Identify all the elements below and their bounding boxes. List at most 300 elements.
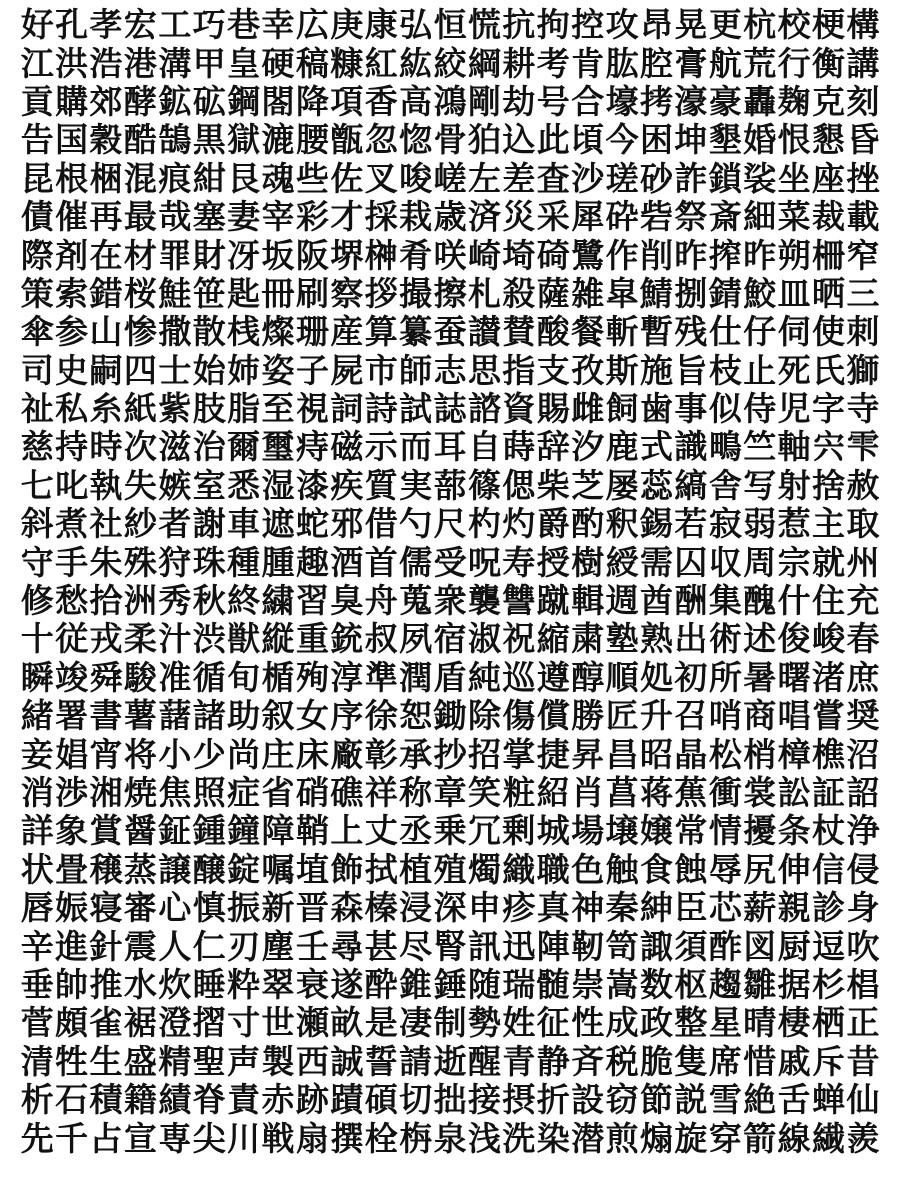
kanji-glyph: 衝 (708, 773, 742, 812)
kanji-glyph: 刻 (846, 81, 880, 121)
kanji-glyph: 春 (846, 619, 880, 659)
kanji-glyph: 壬 (295, 926, 329, 966)
kanji-glyph: 叱 (55, 465, 89, 505)
kanji-glyph: 就 (812, 542, 846, 582)
kanji-glyph: 支 (536, 350, 570, 390)
kanji-glyph: 錆 (708, 273, 742, 313)
kanji-glyph: 須 (674, 926, 708, 966)
kanji-glyph: 炊 (158, 964, 192, 1004)
kanji-glyph: 次 (123, 427, 157, 467)
kanji-glyph: 樵 (812, 734, 846, 774)
kanji-glyph: 殖 (433, 849, 467, 889)
kanji-glyph: 助 (227, 696, 261, 736)
kanji-glyph: 書 (89, 696, 123, 736)
kanji-glyph: 孜 (571, 350, 605, 390)
kanji-glyph: 杓 (467, 504, 501, 544)
glyph-row (20, 1043, 880, 1081)
kanji-glyph: 髄 (536, 964, 570, 1004)
kanji-glyph: 塵 (261, 926, 295, 966)
kanji-glyph: 辞 (536, 427, 570, 467)
kanji-glyph: 広 (295, 5, 329, 45)
kanji-glyph: 脆 (640, 1041, 674, 1081)
kanji-glyph: 拙 (433, 1080, 467, 1120)
glyph-row (20, 390, 880, 428)
glyph-row (20, 735, 880, 773)
kanji-glyph: 州 (846, 542, 880, 582)
kanji-glyph: 坂 (261, 235, 295, 275)
kanji-glyph: 将 (123, 734, 157, 774)
kanji-glyph: 深 (433, 888, 467, 928)
kanji-glyph: 祥 (364, 773, 398, 812)
kanji-glyph: 尋 (330, 926, 364, 966)
kanji-glyph: 漉 (261, 120, 295, 160)
kanji-glyph: 署 (55, 696, 89, 736)
kanji-glyph: 愁 (55, 581, 89, 621)
kanji-glyph: 蒐 (399, 581, 433, 621)
kanji-glyph: 幸 (261, 5, 295, 45)
kanji-glyph: 除 (467, 696, 501, 736)
kanji-glyph: 西 (295, 1041, 329, 1081)
kanji-glyph: 申 (467, 888, 501, 928)
kanji-glyph: 購 (55, 81, 89, 121)
kanji-glyph: 脊 (192, 1080, 226, 1120)
kanji-glyph: 詐 (674, 158, 708, 198)
kanji-glyph: 紘 (399, 43, 433, 83)
kanji-glyph: 施 (640, 350, 674, 390)
kanji-glyph: 隻 (674, 1041, 708, 1081)
kanji-glyph: 床 (295, 734, 329, 774)
kanji-glyph: 順 (605, 657, 639, 697)
kanji-glyph: 尚 (227, 734, 261, 774)
kanji-glyph: 腰 (295, 120, 329, 160)
kanji-glyph: 染 (536, 1118, 570, 1158)
kanji-glyph: 辛 (20, 926, 54, 966)
kanji-glyph: 刃 (227, 926, 261, 966)
kanji-glyph: 唇 (20, 888, 54, 928)
kanji-glyph: 女 (295, 696, 329, 736)
kanji-glyph: 樹 (571, 542, 605, 582)
kanji-glyph: 志 (433, 350, 467, 390)
kanji-glyph: 遂 (330, 964, 364, 1004)
kanji-glyph: 讃 (467, 312, 501, 352)
kanji-glyph: 裁 (812, 197, 846, 237)
kanji-glyph: 榛 (364, 888, 398, 928)
kanji-glyph: 昔 (846, 1041, 880, 1081)
kanji-glyph: 集 (708, 581, 742, 621)
kanji-glyph: 捨 (812, 465, 846, 505)
kanji-glyph: 耕 (502, 43, 536, 83)
kanji-glyph: 珊 (295, 312, 329, 352)
kanji-glyph: 昨 (674, 235, 708, 275)
kanji-glyph: 狩 (158, 542, 192, 582)
kanji-glyph: 逝 (433, 1041, 467, 1081)
kanji-glyph: 朱 (89, 542, 123, 582)
kanji-glyph: 蕉 (674, 773, 708, 812)
kanji-glyph: 述 (743, 619, 777, 659)
kanji-glyph: 青 (502, 1041, 536, 1081)
kanji-glyph: 政 (640, 1003, 674, 1043)
kanji-glyph: 壕 (605, 81, 639, 121)
kanji-glyph: 郊 (89, 81, 123, 121)
kanji-glyph: 渉 (55, 773, 89, 812)
kanji-glyph: 時 (89, 427, 123, 467)
kanji-glyph: 侵 (846, 849, 880, 889)
kanji-glyph: 小 (158, 734, 192, 774)
kanji-glyph: 拷 (640, 81, 674, 121)
kanji-glyph: 鍾 (192, 811, 226, 851)
kanji-glyph: 新 (261, 888, 295, 928)
kanji-glyph: 悉 (227, 465, 261, 505)
kanji-glyph: 拘 (536, 5, 570, 45)
kanji-glyph: 慌 (467, 5, 501, 45)
kanji-glyph: 詩 (364, 389, 398, 429)
kanji-glyph: 住 (812, 581, 846, 621)
kanji-glyph: 煮 (55, 504, 89, 544)
kanji-glyph: 蝕 (674, 849, 708, 889)
kanji-glyph: 錘 (433, 964, 467, 1004)
kanji-glyph: 埴 (295, 849, 329, 889)
kanji-glyph: 触 (605, 849, 639, 889)
kanji-glyph: 錐 (399, 964, 433, 1004)
kanji-glyph: 斯 (605, 350, 639, 390)
glyph-row (20, 44, 880, 82)
kanji-glyph: 取 (846, 504, 880, 544)
kanji-glyph: 成 (605, 1003, 639, 1043)
kanji-glyph: 舜 (89, 657, 123, 697)
kanji-glyph: 瀬 (295, 1003, 329, 1043)
kanji-glyph: 犀 (571, 197, 605, 237)
kanji-glyph: 栽 (399, 197, 433, 237)
kanji-glyph: 鉱 (158, 81, 192, 121)
kanji-glyph: 奨 (846, 696, 880, 736)
kanji-glyph: 織 (502, 849, 536, 889)
kanji-glyph: 場 (571, 811, 605, 851)
kanji-glyph: 斥 (812, 1041, 846, 1081)
kanji-glyph: 汐 (571, 427, 605, 467)
kanji-glyph: 三 (846, 273, 880, 313)
kanji-glyph: 阪 (295, 235, 329, 275)
kanji-glyph: 巡 (502, 657, 536, 697)
kanji-glyph: 臣 (674, 888, 708, 928)
kanji-glyph: 採 (364, 197, 398, 237)
kanji-glyph: 詳 (20, 811, 54, 851)
kanji-glyph: 神 (571, 888, 605, 928)
kanji-glyph: 煎 (605, 1118, 639, 1158)
glyph-row (20, 160, 880, 198)
kanji-glyph: 十 (20, 619, 54, 659)
kanji-glyph: 皿 (777, 273, 811, 313)
kanji-glyph: 状 (20, 849, 54, 889)
kanji-glyph: 審 (123, 888, 157, 928)
kanji-glyph: 逗 (812, 926, 846, 966)
kanji-glyph: 四 (123, 350, 157, 390)
kanji-glyph: 渚 (812, 657, 846, 697)
kanji-glyph: 飾 (330, 849, 364, 889)
kanji-glyph: 性 (571, 1003, 605, 1043)
kanji-glyph: 最 (123, 197, 157, 237)
kanji-glyph: 克 (812, 81, 846, 121)
kanji-glyph: 首 (364, 542, 398, 582)
kanji-glyph: 狛 (467, 120, 501, 160)
kanji-glyph: 据 (777, 964, 811, 1004)
kanji-glyph: 庚 (330, 5, 364, 45)
kanji-glyph: 声 (227, 1041, 261, 1081)
kanji-glyph: 瞬 (20, 657, 54, 697)
kanji-glyph: 親 (777, 888, 811, 928)
kanji-glyph: 号 (536, 81, 570, 121)
kanji-glyph: 峻 (812, 619, 846, 659)
kanji-glyph: 合 (571, 81, 605, 121)
kanji-glyph: 震 (123, 926, 157, 966)
kanji-glyph: 宏 (123, 5, 157, 45)
kanji-glyph: 屡 (605, 465, 639, 505)
kanji-glyph: 捷 (536, 734, 570, 774)
kanji-glyph: 綬 (605, 542, 639, 582)
kanji-glyph: 責 (227, 1080, 261, 1120)
kanji-glyph: 緒 (20, 696, 54, 736)
kanji-glyph: 籍 (123, 1080, 157, 1120)
kanji-glyph: 剛 (467, 81, 501, 121)
kanji-glyph: 紹 (536, 773, 570, 812)
kanji-glyph: 慎 (192, 888, 226, 928)
kanji-glyph: 随 (467, 964, 501, 1004)
kanji-glyph: 肴 (399, 235, 433, 275)
kanji-glyph: 至 (261, 389, 295, 429)
kanji-glyph: 収 (708, 542, 742, 582)
kanji-glyph: 柵 (812, 235, 846, 275)
kanji-glyph: 講 (846, 43, 880, 83)
kanji-glyph: 私 (55, 389, 89, 429)
kanji-glyph: 洲 (123, 581, 157, 621)
kanji-glyph: 鋤 (433, 696, 467, 736)
kanji-glyph: 算 (364, 312, 398, 352)
kanji-glyph: 璽 (261, 427, 295, 467)
glyph-row (20, 966, 880, 1004)
kanji-glyph: 伺 (777, 312, 811, 352)
kanji-glyph: 楯 (261, 657, 295, 697)
kanji-glyph: 暫 (640, 312, 674, 352)
kanji-glyph: 此 (536, 120, 570, 160)
kanji-glyph: 諏 (640, 926, 674, 966)
kanji-glyph: 斬 (605, 312, 639, 352)
kanji-glyph: 雫 (846, 427, 880, 467)
kanji-glyph: 徐 (364, 696, 398, 736)
kanji-glyph: 閤 (261, 81, 295, 121)
kanji-glyph: 司 (20, 350, 54, 390)
kanji-glyph: 些 (295, 158, 329, 198)
kanji-glyph: 席 (708, 1041, 742, 1081)
kanji-glyph: 針 (89, 926, 123, 966)
kanji-glyph: 征 (536, 1003, 570, 1043)
kanji-glyph: 構 (846, 5, 880, 45)
kanji-glyph: 砿 (192, 81, 226, 121)
kanji-glyph: 撰 (330, 1118, 364, 1158)
kanji-glyph: 宗 (777, 542, 811, 582)
kanji-glyph: 更 (708, 5, 742, 45)
kanji-glyph: 砂 (640, 158, 674, 198)
kanji-glyph: 焼 (123, 773, 157, 812)
kanji-glyph: 好 (20, 5, 54, 45)
kanji-glyph: 蝉 (812, 1080, 846, 1120)
kanji-glyph: 聖 (192, 1041, 226, 1081)
kanji-glyph: 孔 (55, 5, 89, 45)
kanji-glyph: 惚 (399, 120, 433, 160)
kanji-glyph: 杉 (812, 964, 846, 1004)
kanji-glyph: 擦 (433, 273, 467, 313)
kanji-glyph: 諮 (467, 389, 501, 429)
kanji-glyph: 序 (330, 696, 364, 736)
kanji-glyph: 蒋 (640, 773, 674, 812)
kanji-glyph: 拭 (364, 849, 398, 889)
kanji-glyph: 滋 (158, 427, 192, 467)
kanji-glyph: 工 (158, 5, 192, 45)
kanji-glyph: 勢 (467, 1003, 501, 1043)
kanji-glyph: 蒔 (502, 427, 536, 467)
kanji-glyph: 醤 (123, 811, 157, 851)
glyph-row (20, 313, 880, 351)
kanji-glyph: 雑 (571, 273, 605, 313)
kanji-glyph: 済 (467, 197, 501, 237)
kanji-glyph: 冗 (467, 811, 501, 851)
kanji-glyph: 森 (330, 888, 364, 928)
kanji-glyph: 笥 (605, 926, 639, 966)
kanji-glyph: 手 (55, 542, 89, 582)
kanji-glyph: 酒 (330, 542, 364, 582)
kanji-glyph: 際 (20, 235, 54, 275)
kanji-glyph: 妻 (227, 197, 261, 237)
kanji-glyph: 慈 (20, 427, 54, 467)
kanji-glyph: 細 (743, 197, 777, 237)
kanji-glyph: 治 (192, 427, 226, 467)
kanji-glyph: 水 (123, 964, 157, 1004)
kanji-glyph: 皐 (605, 273, 639, 313)
kanji-glyph: 省 (261, 773, 295, 812)
kanji-glyph: 濠 (674, 81, 708, 121)
kanji-glyph: 吹 (846, 926, 880, 966)
kanji-glyph: 識 (674, 427, 708, 467)
glyph-row (20, 121, 880, 159)
kanji-glyph: 恨 (777, 120, 811, 160)
kanji-glyph: 獄 (227, 120, 261, 160)
kanji-glyph: 市 (364, 350, 398, 390)
kanji-glyph: 羨 (846, 1118, 880, 1158)
kanji-glyph: 紅 (364, 43, 398, 83)
kanji-glyph: 襲 (467, 581, 501, 621)
kanji-glyph: 車 (227, 504, 261, 544)
kanji-glyph: 晴 (743, 1003, 777, 1043)
kanji-glyph: 財 (192, 235, 226, 275)
kanji-glyph: 昏 (846, 120, 880, 160)
kanji-glyph: 什 (777, 581, 811, 621)
kanji-glyph: 巧 (192, 5, 226, 45)
kanji-glyph: 週 (605, 581, 639, 621)
kanji-glyph: 腔 (640, 43, 674, 83)
kanji-glyph: 梗 (812, 5, 846, 45)
kanji-glyph: 仕 (708, 312, 742, 352)
kanji-glyph: 捌 (674, 273, 708, 313)
kanji-glyph: 譲 (158, 849, 192, 889)
kanji-glyph: 召 (674, 696, 708, 736)
glyph-row (20, 352, 880, 390)
kanji-glyph: 靭 (571, 926, 605, 966)
kanji-glyph: 試 (399, 389, 433, 429)
kanji-glyph: 剰 (502, 811, 536, 851)
kanji-glyph: 振 (227, 888, 261, 928)
kanji-glyph: 実 (399, 465, 433, 505)
kanji-glyph: 糠 (330, 43, 364, 83)
kanji-glyph: 循 (192, 657, 226, 697)
kanji-glyph: 嫉 (158, 465, 192, 505)
kanji-glyph: 残 (674, 312, 708, 352)
kanji-glyph: 碕 (536, 235, 570, 275)
kanji-glyph: 熟 (640, 619, 674, 659)
kanji-glyph: 所 (708, 657, 742, 697)
kanji-glyph: 桟 (227, 312, 261, 352)
kanji-glyph: 字 (812, 389, 846, 429)
kanji-glyph: 先 (20, 1118, 54, 1158)
kanji-glyph: 今 (605, 120, 639, 160)
kanji-glyph: 使 (812, 312, 846, 352)
kanji-glyph: 尽 (399, 926, 433, 966)
kanji-glyph: 勝 (571, 696, 605, 736)
kanji-glyph: 訊 (467, 926, 501, 966)
kanji-glyph: 灼 (502, 504, 536, 544)
kanji-glyph: 醜 (743, 581, 777, 621)
kanji-glyph: 畝 (330, 1003, 364, 1043)
kanji-glyph: 削 (640, 235, 674, 275)
kanji-glyph: 誠 (330, 1041, 364, 1081)
kanji-glyph: 鋼 (227, 81, 261, 121)
kanji-glyph: 歯 (640, 389, 674, 429)
kanji-glyph: 出 (674, 619, 708, 659)
kanji-glyph: 呪 (467, 542, 501, 582)
kanji-glyph: 賞 (89, 811, 123, 851)
kanji-glyph: 瑞 (502, 964, 536, 1004)
kanji-glyph: 皇 (227, 43, 261, 83)
kanji-glyph: 診 (812, 888, 846, 928)
kanji-glyph: 折 (536, 1080, 570, 1120)
kanji-glyph: 哨 (708, 696, 742, 736)
glyph-row (20, 543, 880, 581)
kanji-glyph: 穣 (89, 849, 123, 889)
kanji-glyph: 斜 (20, 504, 54, 544)
kanji-glyph: 績 (158, 1080, 192, 1120)
kanji-glyph: 自 (467, 427, 501, 467)
kanji-glyph: 鉦 (158, 811, 192, 851)
kanji-glyph: 宵 (89, 734, 123, 774)
kanji-glyph: 獅 (846, 350, 880, 390)
kanji-glyph: 江 (20, 43, 54, 83)
kanji-glyph: 耳 (433, 427, 467, 467)
kanji-glyph: 偲 (502, 465, 536, 505)
kanji-glyph: 項 (330, 81, 364, 121)
glyph-row (20, 927, 880, 965)
kanji-glyph: 侍 (743, 389, 777, 429)
kanji-glyph: 紗 (123, 504, 157, 544)
kanji-glyph: 込 (502, 120, 536, 160)
kanji-glyph: 哉 (158, 197, 192, 237)
kanji-glyph: 昨 (743, 235, 777, 275)
kanji-glyph: 者 (158, 504, 192, 544)
kanji-glyph: 錯 (89, 273, 123, 313)
kanji-glyph: 妾 (20, 734, 54, 774)
kanji-glyph: 札 (467, 273, 501, 313)
kanji-glyph: 充 (846, 581, 880, 621)
kanji-glyph: 糸 (89, 389, 123, 429)
kanji-glyph: 遮 (261, 504, 295, 544)
kanji-glyph: 尻 (743, 849, 777, 889)
kanji-glyph: 生 (89, 1041, 123, 1081)
